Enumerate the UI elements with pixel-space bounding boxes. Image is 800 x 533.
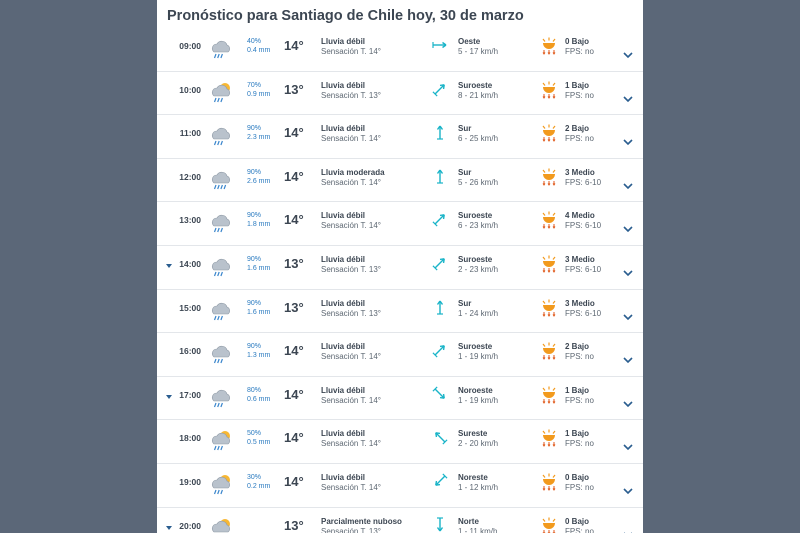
condition-text: Lluvia débil (321, 472, 366, 482)
precip-amount: 0.5 mm (247, 439, 271, 447)
precip-amount: 0.9 mm (247, 90, 271, 98)
wind-speed: 1 - 24 km/h (458, 308, 499, 318)
precip-probability: 90% (247, 212, 262, 220)
uv-sun-icon (540, 80, 558, 100)
wind-arrow-icon (431, 385, 449, 403)
precip-probability: 30% (247, 473, 262, 481)
condition-text: Lluvia débil (321, 385, 366, 395)
cloud-rain-icon (209, 122, 235, 146)
weather-description (321, 517, 402, 533)
weather-description (321, 299, 381, 319)
feels-like-text: Sensación T. 13° (321, 308, 381, 318)
sun-cloud-rain-icon (209, 471, 235, 495)
wind-direction: Noroeste (458, 385, 493, 395)
fps-text: FPS: no (565, 134, 594, 144)
chevron-down-icon[interactable] (623, 177, 633, 185)
wind-info (458, 37, 498, 57)
uv-index: 2 Bajo (565, 124, 590, 134)
uv-info (565, 255, 601, 275)
uv-index: 4 Medio (565, 211, 595, 221)
uv-info (565, 517, 594, 533)
forecast-row[interactable] (157, 246, 643, 290)
fps-text: FPS: no (565, 47, 594, 56)
condition-text: Lluvia débil (321, 37, 366, 46)
wind-speed: 6 - 25 km/h (458, 134, 499, 144)
precip-amount: 2.6 mm (247, 177, 271, 185)
forecast-time: 10:00 (179, 84, 201, 95)
wind-direction: Sureste (458, 429, 488, 439)
cloud-rain-icon (209, 384, 235, 408)
wind-info (458, 386, 498, 406)
uv-info (565, 386, 594, 406)
cloud-rain-icon (209, 209, 235, 233)
chevron-down-icon[interactable] (623, 46, 633, 54)
uv-sun-icon (540, 254, 558, 274)
temperature: 14° (284, 125, 304, 141)
precip-probability: 90% (247, 255, 262, 263)
wind-arrow-icon (431, 428, 449, 446)
uv-sun-icon (540, 36, 558, 56)
temperature: 14° (284, 168, 304, 184)
cloud-rain-icon (209, 35, 235, 59)
uv-index: 3 Medio (565, 254, 595, 264)
uv-info (565, 81, 594, 101)
precip-amount: 1.6 mm (247, 308, 271, 316)
precip-amount: 1.6 mm (247, 264, 271, 272)
weather-description (321, 473, 381, 493)
feels-like-text: Sensación T. 13° (321, 264, 381, 274)
uv-info (565, 211, 601, 231)
fps-text: FPS: no (565, 395, 594, 405)
forecast-time: 13:00 (179, 215, 201, 226)
wind-arrow-icon (431, 123, 449, 141)
chevron-down-icon[interactable] (623, 133, 633, 141)
chevron-down-icon[interactable] (623, 220, 633, 228)
forecast-time: 09:00 (179, 41, 201, 51)
hourly-forecast-list (157, 28, 643, 533)
uv-info (565, 342, 594, 362)
uv-sun-icon (540, 472, 558, 492)
uv-info (565, 299, 601, 319)
wind-speed: 1 - 19 km/h (458, 395, 499, 405)
cloud-rain-icon (209, 297, 235, 321)
temperature: 13° (284, 517, 304, 533)
precip-probability: 70% (247, 81, 262, 89)
feels-like-text: Sensación T. 14° (321, 482, 381, 492)
wind-speed: 5 - 26 km/h (458, 177, 499, 187)
precipitation (247, 386, 270, 404)
wind-direction: Suroeste (458, 342, 493, 352)
page-title: Pronóstico para Santiago de Chile hoy, 30 de marzo (167, 8, 524, 24)
uv-sun-icon (540, 428, 558, 448)
temperature: 13° (284, 81, 304, 97)
precip-amount: 0.6 mm (247, 395, 271, 403)
forecast-row[interactable] (157, 115, 643, 159)
uv-info (565, 168, 601, 188)
precip-probability: 90% (247, 299, 262, 307)
forecast-row[interactable] (157, 290, 643, 334)
forecast-row[interactable] (157, 420, 643, 464)
forecast-row[interactable] (157, 159, 643, 203)
fps-text: FPS: 6-10 (565, 221, 602, 231)
temperature: 14° (284, 473, 304, 489)
cloud-rain-icon (209, 253, 235, 277)
wind-direction: Norte (458, 516, 479, 526)
partly-cloudy-icon (209, 515, 235, 533)
uv-sun-icon (540, 298, 558, 318)
uv-index: 1 Bajo (565, 80, 590, 90)
chevron-down-icon[interactable] (623, 395, 633, 403)
uv-sun-icon (540, 385, 558, 405)
feels-like-text: Sensación T. 14° (321, 47, 381, 56)
feels-like-text: Sensación T. 13° (321, 526, 381, 533)
wind-arrow-icon (431, 80, 449, 98)
forecast-row[interactable] (157, 28, 643, 72)
weather-description (321, 429, 381, 449)
temperature: 14° (284, 430, 304, 446)
uv-index: 3 Medio (565, 298, 595, 308)
fps-text: FPS: no (565, 439, 594, 449)
wind-arrow-icon (431, 341, 449, 359)
precipitation (247, 37, 270, 55)
uv-index: 1 Bajo (565, 429, 590, 439)
precipitation (247, 124, 270, 142)
chevron-down-icon[interactable] (623, 482, 633, 490)
wind-direction: Sur (458, 167, 472, 177)
cloud-heavy-rain-icon (209, 166, 235, 190)
wind-speed: 1 - 11 km/h (458, 526, 498, 533)
wind-speed: 2 - 23 km/h (458, 264, 499, 274)
feels-like-text: Sensación T. 14° (321, 177, 381, 187)
wind-speed: 1 - 12 km/h (458, 482, 499, 492)
weather-description (321, 168, 385, 188)
forecast-panel (157, 0, 643, 533)
uv-info (565, 473, 594, 493)
forecast-row[interactable] (157, 464, 643, 508)
wind-arrow-icon (431, 516, 449, 533)
precip-probability: 80% (247, 386, 262, 394)
feels-like-text: Sensación T. 14° (321, 221, 381, 231)
wind-direction: Suroeste (458, 80, 493, 90)
forecast-time: 15:00 (179, 302, 201, 313)
precipitation (247, 299, 270, 317)
sun-cloud-rain-icon (209, 427, 235, 451)
condition-text: Lluvia débil (321, 80, 366, 90)
weather-description (321, 386, 381, 406)
precipitation (247, 168, 270, 186)
weather-description (321, 124, 381, 144)
wind-arrow-icon (431, 298, 449, 316)
temperature: 14° (284, 38, 304, 53)
fps-text: FPS: no (565, 90, 594, 100)
wind-speed: 5 - 17 km/h (458, 47, 499, 56)
precipitation (247, 473, 270, 491)
wind-direction: Oeste (458, 37, 481, 46)
condition-text: Lluvia débil (321, 211, 366, 221)
forecast-row[interactable] (157, 377, 643, 421)
expand-triangle-icon[interactable] (166, 395, 172, 399)
fps-text: FPS: 6-10 (565, 177, 602, 187)
uv-sun-icon (540, 167, 558, 187)
wind-info (458, 473, 498, 493)
forecast-time: 17:00 (179, 389, 201, 400)
expand-triangle-icon[interactable] (166, 526, 172, 530)
feels-like-text: Sensación T. 14° (321, 395, 381, 405)
condition-text: Lluvia débil (321, 124, 366, 134)
wind-direction: Sur (458, 124, 472, 134)
uv-sun-icon (540, 516, 558, 533)
condition-text: Lluvia débil (321, 254, 366, 264)
chevron-down-icon[interactable] (623, 526, 633, 533)
wind-info (458, 517, 497, 533)
forecast-row[interactable] (157, 333, 643, 377)
fps-text: FPS: no (565, 352, 594, 362)
uv-index: 0 Bajo (565, 472, 590, 482)
wind-info (458, 342, 498, 362)
precip-probability: 40% (247, 38, 262, 45)
weather-description (321, 211, 381, 231)
wind-speed: 2 - 20 km/h (458, 439, 499, 449)
precip-amount: 1.3 mm (247, 352, 271, 360)
precip-probability: 90% (247, 343, 262, 351)
wind-info (458, 429, 498, 449)
uv-index: 3 Medio (565, 167, 595, 177)
precip-amount: 0.4 mm (247, 47, 271, 54)
precipitation (247, 342, 270, 360)
wind-arrow-icon (431, 36, 449, 54)
weather-description (321, 342, 381, 362)
uv-sun-icon (540, 123, 558, 143)
precipitation (247, 429, 270, 447)
wind-direction: Noreste (458, 472, 488, 482)
fps-text: FPS: 6-10 (565, 308, 602, 318)
wind-speed: 6 - 23 km/h (458, 221, 499, 231)
weather-description (321, 81, 381, 101)
temperature: 14° (284, 212, 304, 228)
forecast-row[interactable] (157, 508, 643, 533)
feels-like-text: Sensación T. 14° (321, 352, 381, 362)
forecast-row[interactable] (157, 202, 643, 246)
forecast-time: 16:00 (179, 346, 201, 357)
feels-like-text: Sensación T. 13° (321, 90, 381, 100)
forecast-time: 19:00 (179, 476, 201, 487)
uv-info (565, 124, 594, 144)
chevron-down-icon[interactable] (623, 264, 633, 272)
uv-index: 0 Bajo (565, 516, 590, 526)
condition-text: Lluvia débil (321, 298, 366, 308)
wind-info (458, 211, 498, 231)
wind-speed: 8 - 21 km/h (458, 90, 499, 100)
temperature: 13° (284, 299, 304, 315)
uv-index: 0 Bajo (565, 37, 590, 46)
sun-cloud-rain-icon (209, 79, 235, 103)
wind-info (458, 81, 498, 101)
fps-text: FPS: no (565, 482, 594, 492)
condition-text: Lluvia débil (321, 342, 366, 352)
uv-index: 2 Bajo (565, 342, 590, 352)
precip-probability: 90% (247, 168, 262, 176)
chevron-down-icon[interactable] (623, 90, 633, 98)
precipitation (247, 211, 270, 229)
uv-info (565, 37, 594, 57)
precip-probability: 50% (247, 430, 262, 438)
precip-amount: 2.3 mm (247, 134, 271, 142)
chevron-down-icon[interactable] (623, 308, 633, 316)
forecast-time: 11:00 (179, 128, 201, 139)
wind-arrow-icon (431, 472, 449, 490)
feels-like-text: Sensación T. 14° (321, 134, 381, 144)
temperature: 13° (284, 255, 304, 271)
wind-info (458, 124, 498, 144)
forecast-time: 18:00 (179, 433, 201, 444)
expand-triangle-icon[interactable] (166, 264, 172, 268)
precip-probability: 90% (247, 125, 262, 133)
wind-arrow-icon (431, 167, 449, 185)
wind-direction: Suroeste (458, 211, 493, 221)
uv-index: 1 Bajo (565, 385, 590, 395)
temperature: 14° (284, 343, 304, 359)
precip-amount: 1.8 mm (247, 221, 271, 229)
wind-arrow-icon (431, 210, 449, 228)
fps-text: FPS: no (565, 526, 594, 533)
weather-description (321, 37, 381, 57)
forecast-row[interactable] (157, 72, 643, 116)
wind-direction: Suroeste (458, 254, 493, 264)
wind-direction: Sur (458, 298, 472, 308)
wind-info (458, 168, 498, 188)
chevron-down-icon[interactable] (623, 438, 633, 446)
weather-description (321, 255, 381, 275)
cloud-rain-icon (209, 340, 235, 364)
uv-info (565, 429, 594, 449)
forecast-time: 14:00 (179, 258, 201, 269)
condition-text: Lluvia moderada (321, 167, 385, 177)
forecast-time: 12:00 (179, 171, 201, 182)
feels-like-text: Sensación T. 14° (321, 439, 381, 449)
uv-sun-icon (540, 341, 558, 361)
condition-text: Parcialmente nuboso (321, 516, 402, 526)
wind-arrow-icon (431, 254, 449, 272)
condition-text: Lluvia débil (321, 429, 366, 439)
temperature: 14° (284, 386, 304, 402)
precip-amount: 0.2 mm (247, 482, 271, 490)
wind-info (458, 299, 498, 319)
wind-info (458, 255, 498, 275)
uv-sun-icon (540, 210, 558, 230)
wind-speed: 1 - 19 km/h (458, 352, 499, 362)
fps-text: FPS: 6-10 (565, 264, 602, 274)
precipitation (247, 81, 270, 99)
forecast-time: 20:00 (179, 520, 201, 531)
precipitation (247, 255, 270, 273)
chevron-down-icon[interactable] (623, 351, 633, 359)
